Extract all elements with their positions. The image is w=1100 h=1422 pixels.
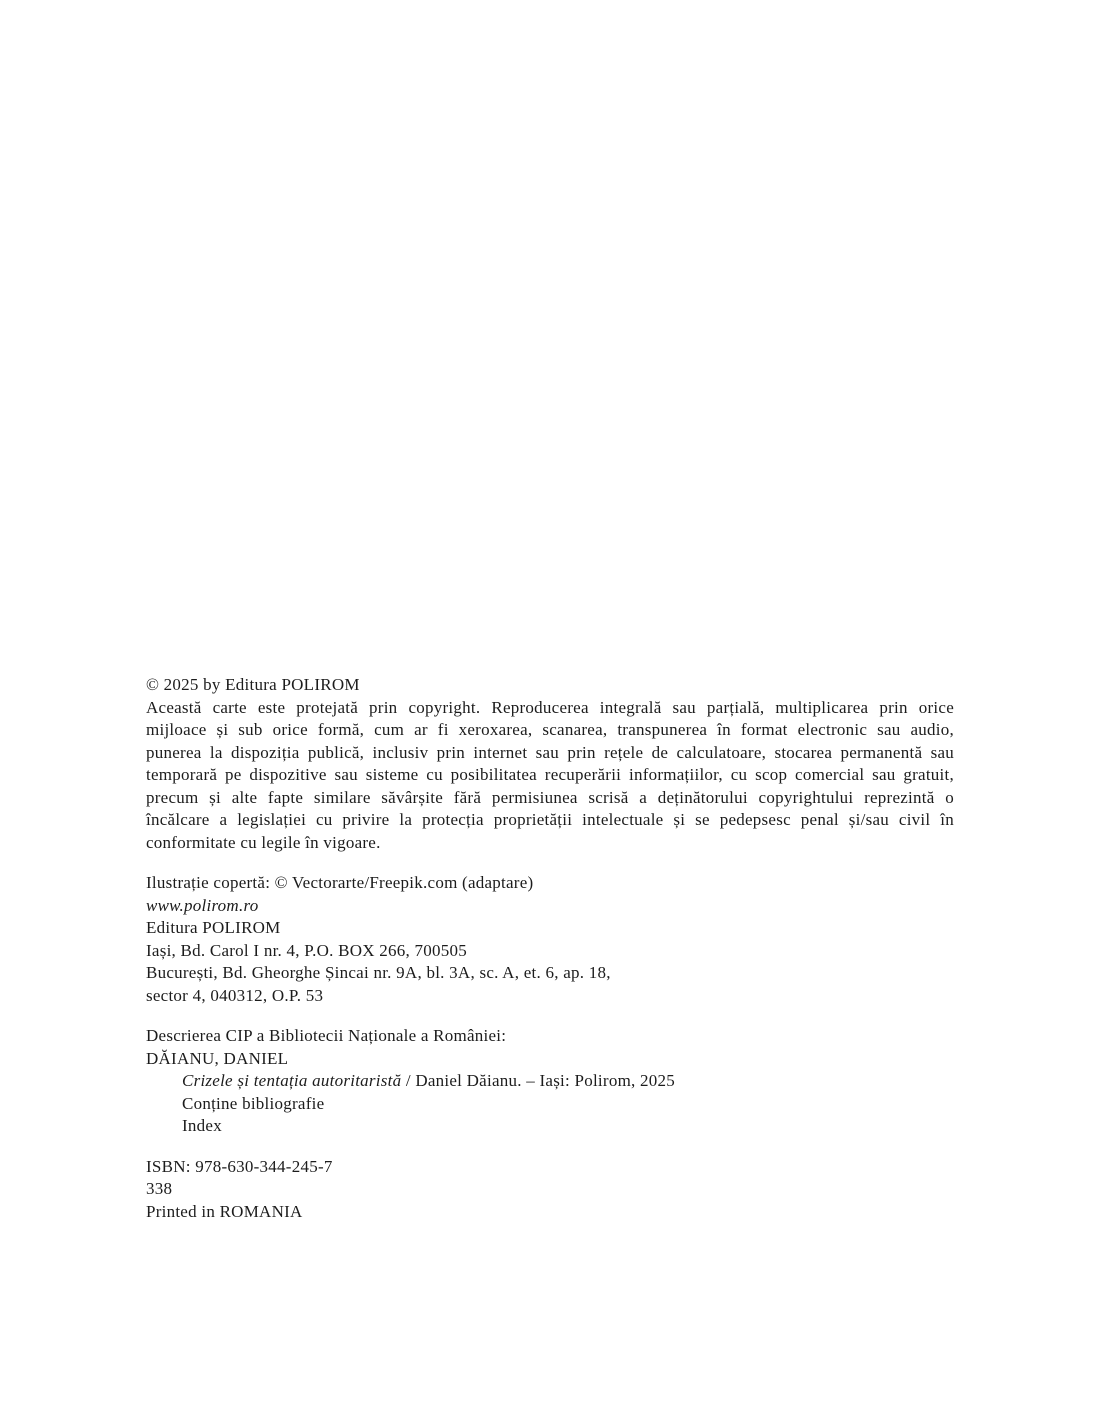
legal-notice-paragraph [146, 697, 954, 855]
cip-note-index: Index [182, 1116, 222, 1135]
publisher-address-sector: sector 4, 040312, O.P. 53 [146, 985, 324, 1005]
cip-classification-number: 338 [146, 1179, 173, 1198]
legal-paragraph-line: temporară pe dispozitive sau sisteme cu posibilitatea recuperării informațiilor, cu scop comercial sau gratuit, [146, 765, 954, 784]
copyright-line: © 2025 by Editura POLIROM [146, 675, 360, 694]
legal-paragraph-line: conformitate cu legile în vigoare. [146, 832, 381, 852]
publisher-address-block [146, 917, 954, 1007]
printed-in-line: Printed in ROMANIA [146, 1201, 303, 1221]
cip-author: DĂIANU, DANIEL [146, 1048, 289, 1068]
cip-heading: Descrierea CIP a Bibliotecii Naționale a României: [146, 1026, 507, 1045]
isbn-line: ISBN: 978-630-344-245-7 [146, 1156, 333, 1176]
cover-illustration-credit: Ilustrație copertă: © Vectorarte/Freepik.com (adaptare) [146, 873, 534, 892]
cip-description-block [146, 1048, 954, 1138]
publisher-name: Editura POLIROM [146, 918, 281, 937]
legal-paragraph-line: încălcare a legislației cu privire la protecția proprietății intelectuale și se pedepsesc penal și/sau civil în [146, 810, 954, 829]
legal-paragraph-line: punerea la dispoziția publică, inclusiv prin internet sau prin rețele de calculatoare, stocarea permanentă sau [146, 742, 954, 762]
legal-paragraph-line: Această carte este protejată prin copyright. Reproducerea integrală sau parțială, multiplicarea prin orice [146, 697, 954, 717]
publisher-address-iasi: Iași, Bd. Carol I nr. 4, P.O. BOX 266, 700505 [146, 940, 468, 960]
cip-note-bibliography: Conține bibliografie [182, 1093, 325, 1113]
publisher-website: www.polirom.ro [146, 895, 259, 915]
legal-paragraph-line: precum și alte fapte similare săvârșite fără permisiunea scrisă a deținătorului copyrightului reprezintă o [146, 787, 954, 807]
cip-title-italic: Crizele și tentația autoritaristă [182, 1071, 402, 1090]
cip-title-line [146, 1070, 954, 1093]
cip-title-rest: / Daniel Dăianu. – Iași: Polirom, 2025 [401, 1071, 676, 1090]
legal-paragraph-line: mijloace și sub orice formă, cum ar fi xeroxarea, scanarea, transpunerea în format electronic sau audio, [146, 720, 954, 739]
publisher-address-bucuresti: București, Bd. Gheorghe Șincai nr. 9A, bl. 3A, sc. A, et. 6, ap. 18, [146, 963, 611, 982]
